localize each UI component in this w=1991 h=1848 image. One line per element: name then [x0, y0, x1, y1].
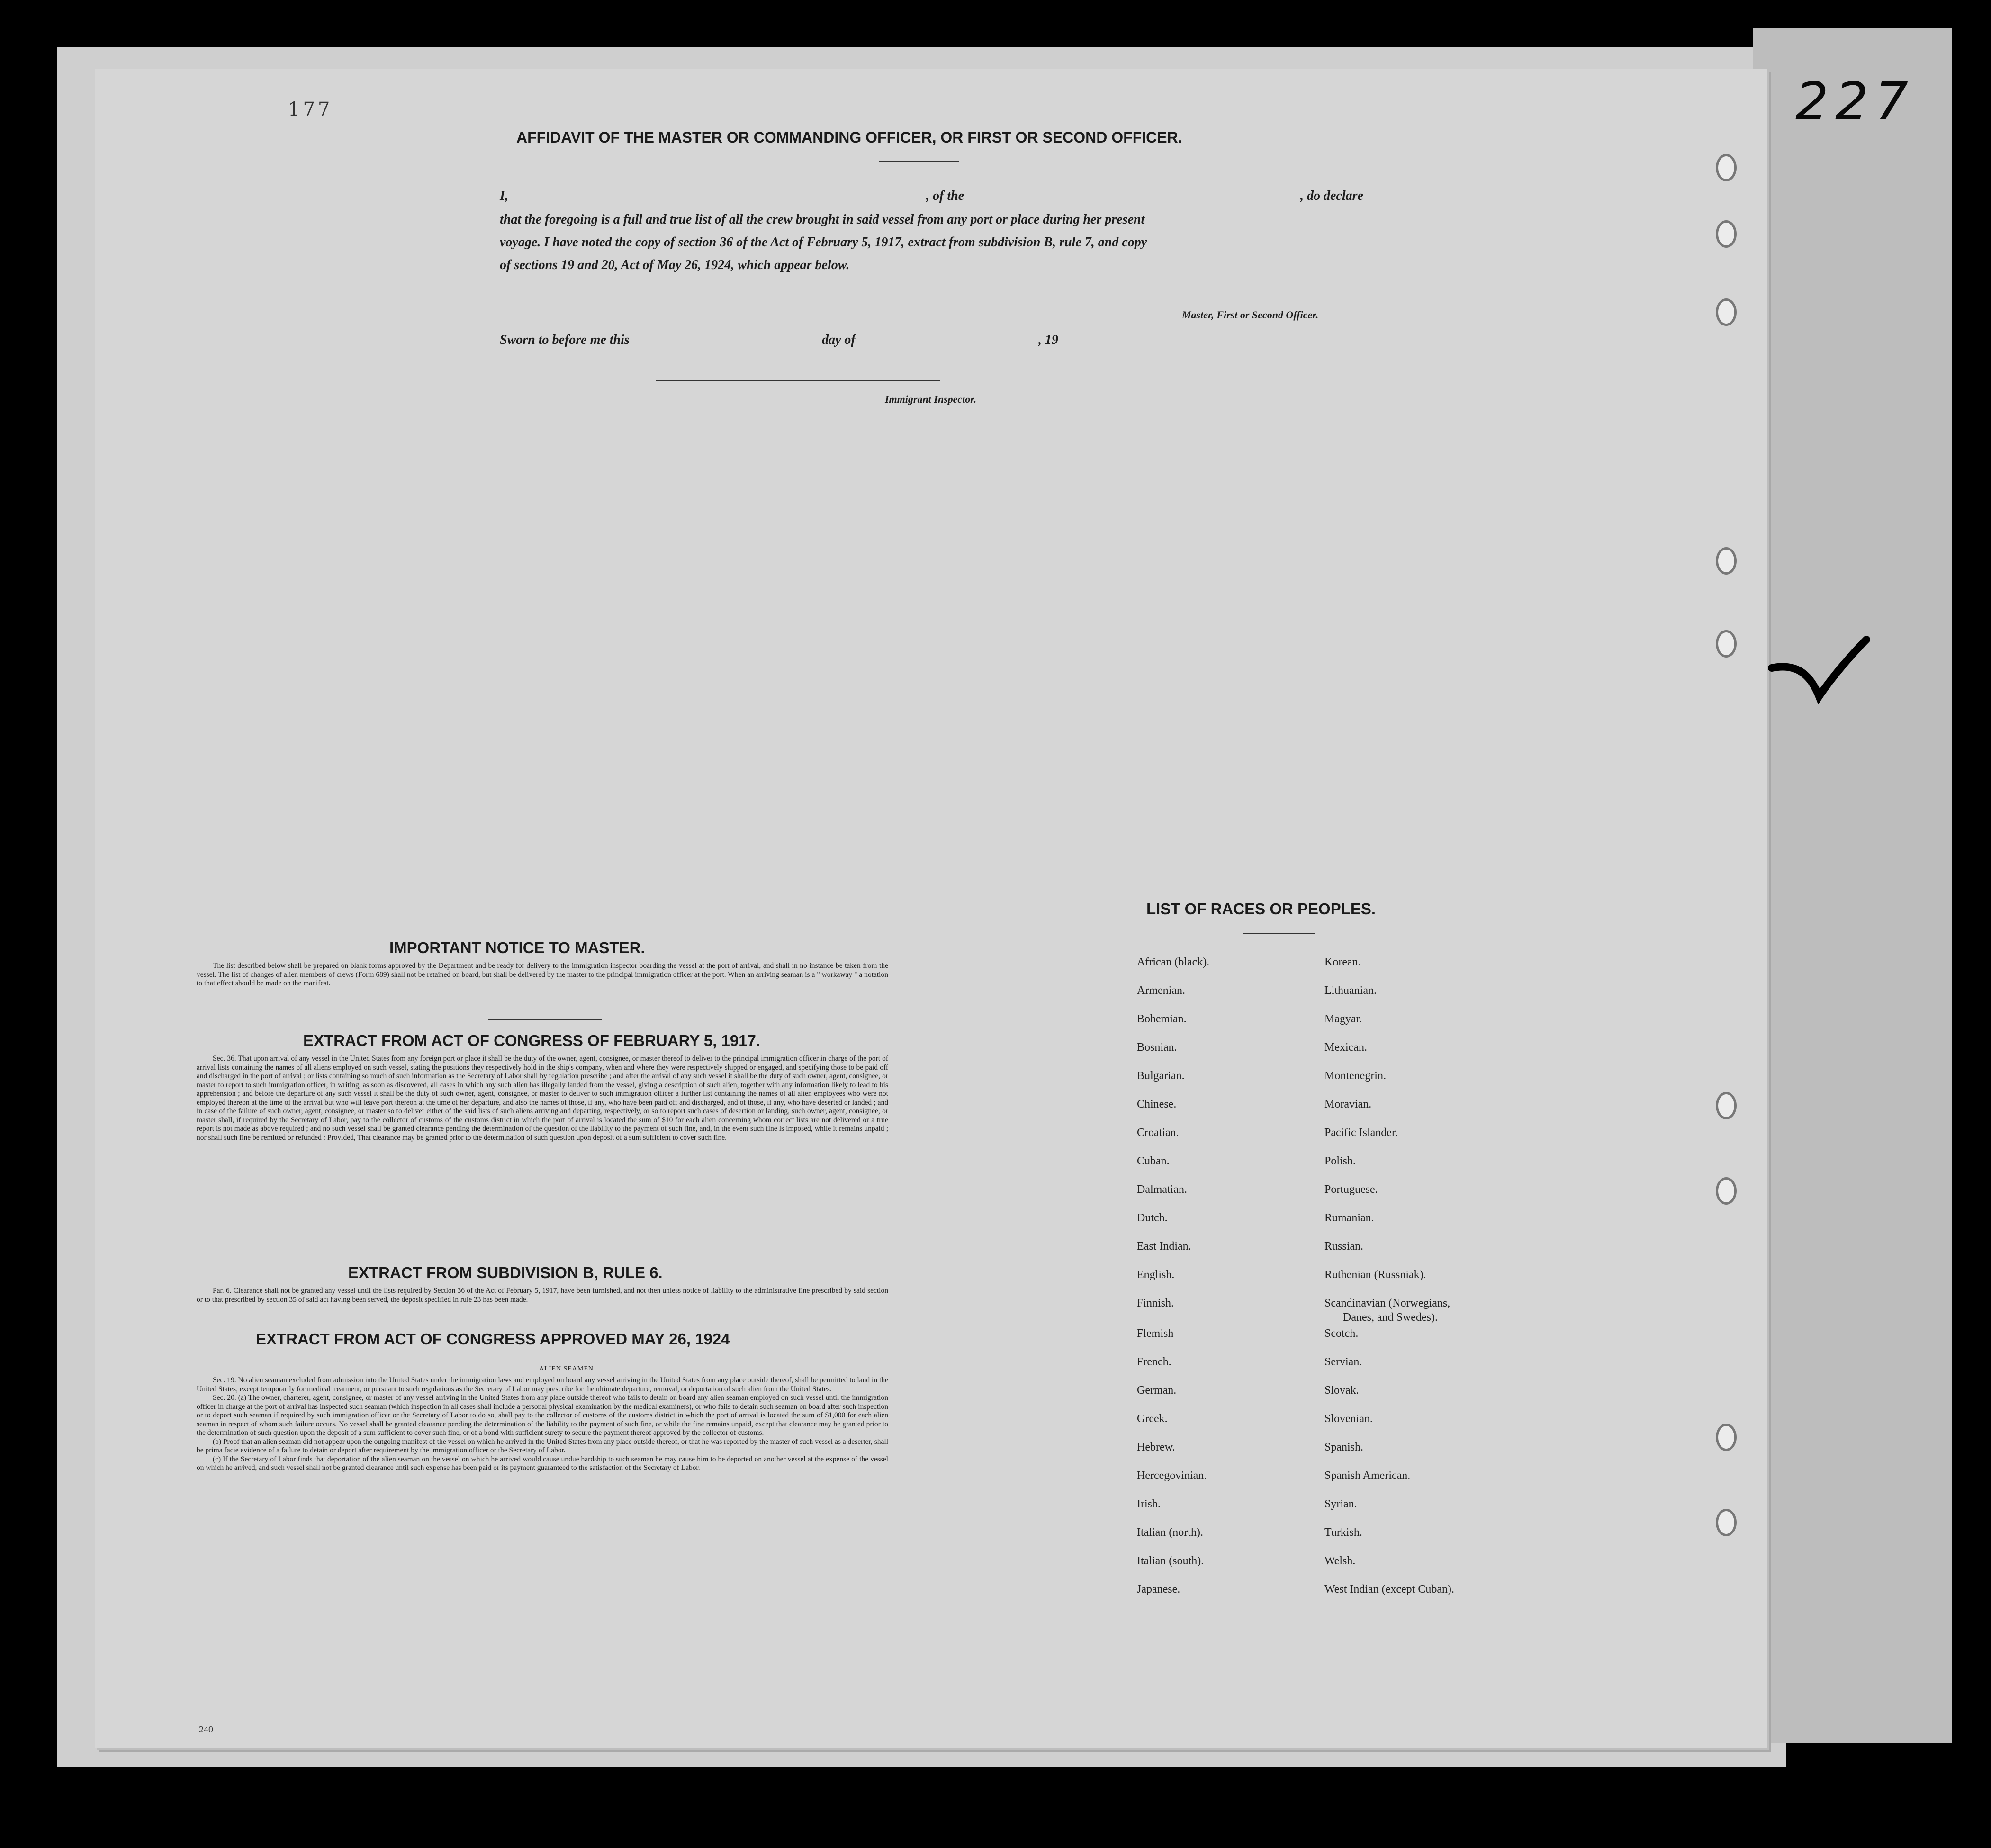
sec-20a-paragraph: Sec. 20. (a) The owner, charterer, agent, consignee, or master of any vessel arriving in the United States from any place outside thereof who fails to detain on board any alien seaman employed on such vessel until the immigration officer in charge at the port of arrival has inspected such seaman (which inspection in all cases shall include a personal physical examination by the medical examiners), or who fails to detain such seaman on board after such inspection or to deport such seaman if required by such immigration officer or the Secretary of Labor to do so, shall pay to the collector of customs of the customs district in which the port of arrival is located the sum of $1,000 for each alien seaman in respect of whom such failure occurs. No vessel shall be granted clearance pending the determination of the liability to the payment of such fine, or while the fine remains unpaid, except that clearance may be granted prior to the determination of such question upon the deposit of a sum sufficient to cover such fine, or of a bond with sufficient surety to secure the payment thereof approved by the collector of customs.	[197, 1394, 888, 1437]
notice-text	[197, 962, 888, 988]
race-item: Hercegovinian.	[1137, 1469, 1207, 1482]
subdivision-b-text	[197, 1287, 888, 1304]
race-item: Armenian.	[1137, 984, 1185, 997]
race-item: German.	[1137, 1384, 1177, 1397]
affidavit-line1-mid: , of the	[926, 189, 964, 203]
race-item: Montenegrin.	[1324, 1070, 1386, 1082]
affidavit-line3: voyage. I have noted the copy of section 36 of the Act of February 5, 1917, extract from subdivision B, rule 7, and copy	[500, 235, 1147, 250]
affidavit-line1-start: I,	[500, 189, 508, 203]
race-item: Syrian.	[1324, 1498, 1357, 1510]
punch-hole	[1716, 220, 1737, 248]
section-divider	[488, 1019, 602, 1020]
race-item: English.	[1137, 1269, 1175, 1281]
race-item: Croatian.	[1137, 1127, 1179, 1139]
sworn-mid: day of	[822, 333, 856, 347]
affidavit-line1-end: , do declare	[1300, 189, 1363, 203]
extract-1917-title: EXTRACT FROM ACT OF CONGRESS OF FEBRUARY 5, 1917.	[303, 1032, 761, 1049]
race-item: Bosnian.	[1137, 1041, 1177, 1054]
race-item: Bohemian.	[1137, 1013, 1187, 1025]
race-item: Ruthenian (Russniak).	[1324, 1269, 1426, 1281]
race-item: Turkish.	[1324, 1526, 1362, 1539]
race-item: Servian.	[1324, 1356, 1362, 1368]
header-mark: 177	[288, 99, 333, 120]
signature-label: Master, First or Second Officer.	[1182, 309, 1319, 321]
race-item: Chinese.	[1137, 1098, 1177, 1110]
race-item: Pacific Islander.	[1324, 1127, 1398, 1139]
punch-hole	[1716, 630, 1737, 658]
race-item: Italian (north).	[1137, 1526, 1203, 1539]
notice-paragraph: The list described below shall be prepared on blank forms approved by the Department and be ready for delivery to the immigration inspector boarding the vessel at the port of arrival, and shall in no instance be taken from the vessel. The list of changes of alien members of crews (Form 689) shall not be retained on board, but shall be delivered by the master to the principal immigration officer at the port. When an arriving seaman is a " workaway " a notation to that effect should be made on the manifest.	[197, 962, 888, 987]
pen-scribble	[1767, 630, 1871, 711]
underlying-sheet-edge	[1753, 28, 1952, 1743]
race-item: West Indian (except Cuban).	[1324, 1583, 1454, 1596]
subdivision-b-paragraph: Par. 6. Clearance shall not be granted any vessel until the lists required by Section 36 of the Act of February 5, 1917, have been furnished, and not then unless notice of liability to the administrative fine prescribed by said section or to that prescribed by section 35 of said act having been served, the deposit specified in rule 23 has been made.	[197, 1287, 888, 1304]
race-item: African (black).	[1137, 956, 1210, 968]
race-item: Japanese.	[1137, 1583, 1180, 1596]
page-number-mark: 227	[1795, 71, 1915, 132]
race-item: Scandinavian (Norwegians,	[1324, 1297, 1450, 1309]
sec-19-paragraph: Sec. 19. No alien seaman excluded from admission into the United States under the immigration laws and employed on board any vessel arriving in the United States from any place outside thereof, shall be permitted to land in the United States, except temporarily for medical treatment, or pursuant to such regulations as the Secretary of Labor may prescribe for the ultimate departure, removal, or deportation of such alien from the United States.	[197, 1376, 888, 1393]
race-item: Moravian.	[1324, 1098, 1372, 1110]
title-underline	[879, 161, 959, 162]
race-item: Spanish.	[1324, 1441, 1364, 1453]
inspector-line	[656, 380, 940, 381]
race-item: Hebrew.	[1137, 1441, 1175, 1453]
race-item: Portuguese.	[1324, 1183, 1378, 1196]
punch-hole	[1716, 154, 1737, 181]
race-item: Slovenian.	[1324, 1413, 1373, 1425]
form-page	[95, 69, 1767, 1748]
affidavit-title: AFFIDAVIT OF THE MASTER OR COMMANDING OFFICER, OR FIRST OR SECOND OFFICER.	[516, 129, 1182, 146]
race-item: Bulgarian.	[1137, 1070, 1185, 1082]
race-item: Slovak.	[1324, 1384, 1359, 1397]
race-item-continuation: Danes, and Swedes).	[1343, 1311, 1438, 1324]
sworn-start: Sworn to before me this	[500, 333, 630, 347]
punch-hole	[1716, 1177, 1737, 1205]
race-item: Polish.	[1324, 1155, 1356, 1167]
race-item: Russian.	[1324, 1240, 1364, 1253]
race-item: Greek.	[1137, 1413, 1168, 1425]
extract-1924-title: EXTRACT FROM ACT OF CONGRESS APPROVED MAY 26, 1924	[256, 1330, 730, 1348]
inspector-label: Immigrant Inspector.	[885, 393, 977, 405]
sworn-end: , 19	[1038, 333, 1058, 347]
extract-1917-paragraph: Sec. 36. That upon arrival of any vessel in the United States from any foreign port or place it shall be the duty of the owner, agent, consignee, or master thereof to deliver to the principal immigration officer in charge of the port of arrival lists containing the names of all aliens employed on such vessel, stating the positions they respectively hold in the ship's company, when and where they were respectively shipped or engaged, and specifying those to be paid off and discharged in the port of arrival ; or lists containing so much of such information as the Secretary of Labor shall by regulation prescribe ; and after the arrival of any such vessel it shall be the duty of such owner, agent, consignee, or master to report to such immigration officer, in writing, as soon as discovered, all cases in which any such alien has illegally landed from the vessel, giving a description of such alien, together with any information likely to lead to his apprehension ; and before the departure of any such vessel it shall be the duty of such owner, agent, consignee, or master to deliver to such immigration officer a further list containing the names of all alien employees who were not employed thereon at the time of the arrival but who will leave port thereon at the time of her departure, and also the names of those, if any, who have been paid off and discharged, and of those, if any, who have deserted or landed ; and in case of the failure of such owner, agent, consignee, or master so to deliver either of the said lists of such aliens arriving and departing, respectively, or so to report such cases of desertion or landing, such owner, agent, consignee, or master shall, if required by the Secretary of Labor, pay to the collector of customs of the customs district in which the port of arrival is located the sum of $10 for each alien concerning whom correct lists are not delivered or a true report is not made as above required ; and no such vessel shall be granted clearance pending the determination of the question of the liability to the payment of such fine, and, in the event such fine is imposed, while it remains unpaid ; nor shall such fine be remitted or refunded : Provided, That clearance may be granted prior to the determination of such question upon deposit of a sum sufficient to cover such fine.	[197, 1055, 888, 1142]
affidavit-line4: of sections 19 and 20, Act of May 26, 1924, which appear below.	[500, 258, 850, 272]
race-item: French.	[1137, 1356, 1171, 1368]
affidavit-line2: that the foregoing is a full and true list of all the crew brought in said vessel from any port or place during her present	[500, 212, 1145, 227]
notice-title: IMPORTANT NOTICE TO MASTER.	[389, 939, 645, 956]
races-title: LIST OF RACES OR PEOPLES.	[1146, 900, 1376, 918]
race-item: Finnish.	[1137, 1297, 1174, 1309]
race-item: Spanish American.	[1324, 1469, 1411, 1482]
extract-1924-text	[197, 1376, 888, 1473]
race-item: Korean.	[1324, 956, 1361, 968]
race-item: Irish.	[1137, 1498, 1161, 1510]
races-title-underline	[1243, 933, 1315, 934]
punch-hole	[1716, 298, 1737, 326]
punch-hole	[1716, 547, 1737, 575]
punch-hole	[1716, 1092, 1737, 1119]
race-item: Mexican.	[1324, 1041, 1367, 1054]
sec-20b-paragraph: (b) Proof that an alien seaman did not appear upon the outgoing manifest of the vessel on which he arrived in the United States from any place outside thereof, or that he was reported by the master of such vessel as a deserter, shall be prima facie evidence of a failure to detain or deport after requirement by the immigration officer or the Secretary of Labor.	[197, 1437, 888, 1454]
race-item: Flemish	[1137, 1327, 1174, 1340]
race-item: Welsh.	[1324, 1555, 1356, 1567]
punch-hole	[1716, 1424, 1737, 1451]
footer-mark: 240	[199, 1724, 213, 1735]
race-item: Cuban.	[1137, 1155, 1170, 1167]
race-item: Scotch.	[1324, 1327, 1359, 1340]
race-item: Dalmatian.	[1137, 1183, 1187, 1196]
sec-20c-paragraph: (c) If the Secretary of Labor finds that deportation of the alien seaman on the vessel on which he arrived would cause undue hardship to such seaman he may cause him to be deported on another vessel at the expense of the vessel on which he arrived, and such vessel shall not be granted clearance until such expense has been paid or its payment guaranteed to the satisfaction of the Secretary of Labor.	[197, 1455, 888, 1472]
race-item: Magyar.	[1324, 1013, 1362, 1025]
extract-1917-text	[197, 1055, 888, 1142]
alien-seamen-subtitle: ALIEN SEAMEN	[539, 1365, 594, 1372]
punch-hole	[1716, 1509, 1737, 1536]
race-item: Italian (south).	[1137, 1555, 1204, 1567]
race-item: Lithuanian.	[1324, 984, 1377, 997]
race-item: East Indian.	[1137, 1240, 1191, 1253]
race-item: Rumanian.	[1324, 1212, 1374, 1224]
race-item: Dutch.	[1137, 1212, 1168, 1224]
subdivision-b-title: EXTRACT FROM SUBDIVISION B, RULE 6.	[348, 1264, 663, 1281]
